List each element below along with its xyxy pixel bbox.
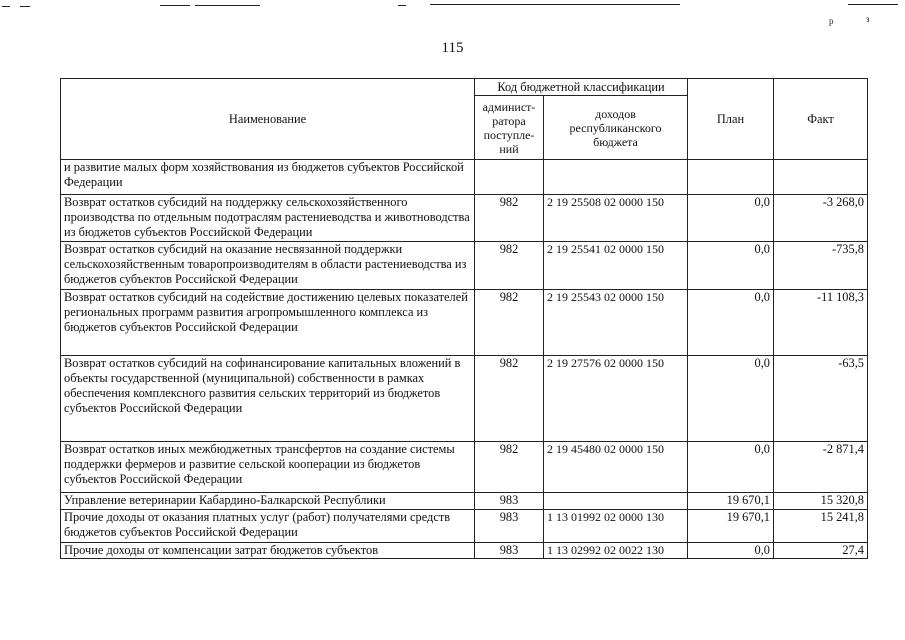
- row-plan: 0,0: [688, 242, 774, 290]
- scan-mark: [398, 5, 406, 6]
- header-fact: Факт: [774, 79, 868, 160]
- row-admin-code: 982: [475, 442, 544, 493]
- row-budget-code: [544, 493, 688, 510]
- header-admin: [475, 96, 544, 160]
- header-income-line: республиканского: [569, 120, 662, 135]
- row-admin-code: [475, 160, 544, 195]
- corner-mark: р: [829, 16, 834, 26]
- row-fact: 27,4: [774, 543, 868, 559]
- row-budget-code: 1 13 01992 02 0000 130: [544, 510, 688, 543]
- row-plan: 19 670,1: [688, 493, 774, 510]
- header-admin-line: ратора: [492, 113, 526, 128]
- row-budget-code: 2 19 45480 02 0000 150: [544, 442, 688, 493]
- row-budget-code: 2 19 25543 02 0000 150: [544, 290, 688, 356]
- row-budget-code: 2 19 25541 02 0000 150: [544, 242, 688, 290]
- row-name: Возврат остатков субсидий на софинансирование капитальных вложений в объекты государственной (муниципальной) собственности в рамках обеспечения комплексного развития сельских территорий из бюджетов субъектов Российской Федерации: [61, 356, 475, 442]
- header-admin-line: ний: [499, 141, 519, 156]
- row-plan: 0,0: [688, 195, 774, 242]
- row-name: Прочие доходы от компенсации затрат бюджетов субъектов: [61, 543, 475, 559]
- row-plan: 0,0: [688, 290, 774, 356]
- table-row: [61, 356, 868, 442]
- scan-mark: [160, 5, 190, 6]
- row-name: Управление ветеринарии Кабардино-Балкарской Республики: [61, 493, 475, 510]
- table-row: [61, 195, 868, 242]
- row-fact: 15 241,8: [774, 510, 868, 543]
- header-name: Наименование: [61, 79, 475, 160]
- page-number: 115: [441, 40, 464, 56]
- budget-table: [60, 78, 868, 559]
- table-row: [61, 242, 868, 290]
- row-budget-code: 2 19 27576 02 0000 150: [544, 356, 688, 442]
- row-fact: -735,8: [774, 242, 868, 290]
- table-row: [61, 510, 868, 543]
- header-plan: План: [688, 79, 774, 160]
- row-name: Возврат остатков субсидий на оказание несвязанной поддержки сельскохозяйственным товаропроизводителям в области растениеводства из бюджетов субъектов Российской Федерации: [61, 242, 475, 290]
- row-name: и развитие малых форм хозяйствования из бюджетов субъектов Российской Федерации: [61, 160, 475, 195]
- scan-mark: [848, 4, 898, 5]
- row-admin-code: 983: [475, 510, 544, 543]
- row-admin-code: 982: [475, 356, 544, 442]
- row-plan: 0,0: [688, 543, 774, 559]
- row-fact: -3 268,0: [774, 195, 868, 242]
- row-name: Возврат остатков субсидий на поддержку сельскохозяйственного производства по отдельным подотраслям растениеводства и животноводства из бюджетов субъектов Российской Федерации: [61, 195, 475, 242]
- table-row: [61, 493, 868, 510]
- row-budget-code: 2 19 25508 02 0000 150: [544, 195, 688, 242]
- row-plan: 19 670,1: [688, 510, 774, 543]
- header-income-line: бюджета: [593, 134, 638, 149]
- row-budget-code: 1 13 02992 02 0022 130: [544, 543, 688, 559]
- header-admin-line: админист-: [482, 99, 536, 114]
- row-plan: 0,0: [688, 442, 774, 493]
- row-name: Возврат остатков субсидий на содействие достижению целевых показателей региональных программ развития агропромышленного комплекса из бюджетов субъектов Российской Федерации: [61, 290, 475, 356]
- scan-mark: [2, 6, 10, 7]
- header-code-group: Код бюджетной классификации: [475, 79, 688, 96]
- row-admin-code: 982: [475, 242, 544, 290]
- table-row: [61, 543, 868, 559]
- row-admin-code: 982: [475, 290, 544, 356]
- header-income: [544, 96, 688, 160]
- corner-mark: з: [866, 14, 870, 24]
- row-admin-code: 983: [475, 543, 544, 559]
- header-admin-line: поступле-: [483, 127, 535, 142]
- scan-mark: [20, 6, 30, 7]
- row-admin-code: 982: [475, 195, 544, 242]
- row-name: Прочие доходы от оказания платных услуг (работ) получателями средств бюджетов субъектов Российской Федерации: [61, 510, 475, 543]
- table-row: [61, 442, 868, 493]
- table-row: [61, 290, 868, 356]
- row-name: Возврат остатков иных межбюджетных трансфертов на создание системы поддержки фермеров и развитие сельской кооперации из бюджетов субъектов Российской Федерации: [61, 442, 475, 493]
- header-income-line: доходов: [595, 106, 636, 121]
- row-plan: 0,0: [688, 356, 774, 442]
- row-plan: [688, 160, 774, 195]
- row-fact: [774, 160, 868, 195]
- scan-mark: [195, 5, 260, 6]
- scan-mark: [430, 4, 680, 5]
- row-fact: 15 320,8: [774, 493, 868, 510]
- table-row: [61, 160, 868, 195]
- row-fact: -11 108,3: [774, 290, 868, 356]
- row-admin-code: 983: [475, 493, 544, 510]
- row-budget-code: [544, 160, 688, 195]
- row-fact: -63,5: [774, 356, 868, 442]
- row-fact: -2 871,4: [774, 442, 868, 493]
